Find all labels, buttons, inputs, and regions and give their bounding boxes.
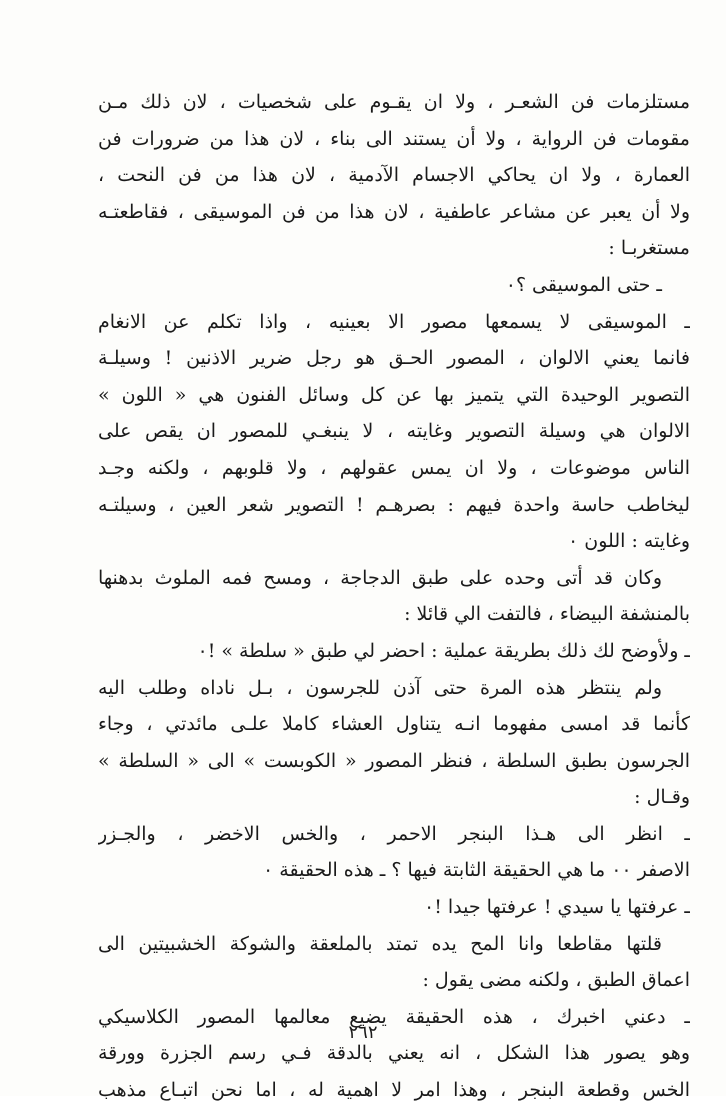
text-line: الالوان هي وسيلة التصوير وغايته ، لا ينبغـي للمصور ان يقص على xyxy=(98,420,690,443)
text-line: ولم ينتظر هذه المرة حتى آذن للجرسون ، بـل ناداه وطلب اليه xyxy=(98,676,662,699)
text-line: ليخاطب حاسة واحدة فيهم : بصرهـم ! التصوير شعر العين ، وسيلتـه xyxy=(98,493,690,516)
text-line: بالمنشفة البيضاء ، فالتفت الي قائلا : xyxy=(404,603,690,626)
text-line: ولا أن يعبر عن مشاعر عاطفية ، لان هذا من فن الموسيقى ، فقاطعتـه xyxy=(98,200,690,223)
text-line: الاصفر ٠٠ ما هي الحقيقة الثابتة فيها ؟ ـ هذه الحقيقة ٠ xyxy=(263,859,690,882)
text-line: ـ دعني اخبرك ، هذه الحقيقة يضيع معالمها المصور الكلاسيكي xyxy=(98,1005,690,1028)
text-line: وهو يصور هذا الشكل ، انه يعني بالدقة فـي رسم الجزرة وورقة xyxy=(98,1042,690,1065)
text-line: الناس موضوعات ، ولا ان يمس عقولهم ، ولا قلوبهم ، ولكنه وجـد xyxy=(98,456,690,479)
text-line: ـ الموسيقى لا يسمعها مصور الا بعينيه ، واذا تكلم عن الانغام xyxy=(98,310,690,333)
text-line: مستغربـا : xyxy=(608,237,690,260)
text-line: ـ ولأوضح لك ذلك بطريقة عملية : احضر لي طبق « سلطة » !٠ xyxy=(197,639,690,662)
text-line: وقـال : xyxy=(634,786,690,809)
text-line: التصوير الوحيدة التي يتميز بها عن كل وسائل الفنون هي « اللون » xyxy=(98,383,690,406)
text-line: ـ عرفتها يا سيدي ! عرفتها جيدا !٠ xyxy=(423,896,690,919)
body-text xyxy=(98,84,690,1109)
text-line: مقومات فن الرواية ، ولا أن يستند الى بناء ، لان هذا من ضرورات فن xyxy=(98,127,690,150)
text-line: وغايته : اللون ٠ xyxy=(568,530,690,553)
text-line: اعماق الطبق ، ولكنه مضى يقول : xyxy=(422,969,690,992)
text-line: وكان قد أتى وحده على طبق الدجاجة ، ومسح فمه الملوث بدهنها xyxy=(98,566,662,589)
text-line: كأنما قد امسى مفهوما انـه يتناول العشاء كاملا علـى مائدتي ، وجاء xyxy=(98,713,690,736)
page-number: ٢٦٢ xyxy=(348,1022,378,1043)
text-line: قلتها مقاطعا وانا المح يده تمتد بالملعقة والشوكة الخشبيتين الى xyxy=(98,932,662,955)
text-line: ـ انظر الى هـذا البنجر الاحمر ، والخس الاخضر ، والجـزر xyxy=(98,822,690,845)
text-line: العمارة ، ولا ان يحاكي الاجسام الآدمية ، لان هذا من فن النحت ، xyxy=(98,164,690,187)
text-line: مستلزمات فن الشعـر ، ولا ان يقـوم على شخصيات ، لان ذلك مـن xyxy=(98,91,690,113)
text-line: ـ حتى الموسيقى ؟٠ xyxy=(505,273,662,296)
text-line: فانما يعني الالوان ، المصور الحـق هو رجل ضرير الاذنين ! وسيلـة xyxy=(98,347,690,370)
text-line: الخس وقطعة البنجر ، وهذا امر لا اهمية له ، اما نحن اتبـاع مذهب xyxy=(98,1079,690,1102)
text-line: الجرسون بطبق السلطة ، فنظر المصور « الكوبست » الى « السلطة » xyxy=(98,749,690,772)
